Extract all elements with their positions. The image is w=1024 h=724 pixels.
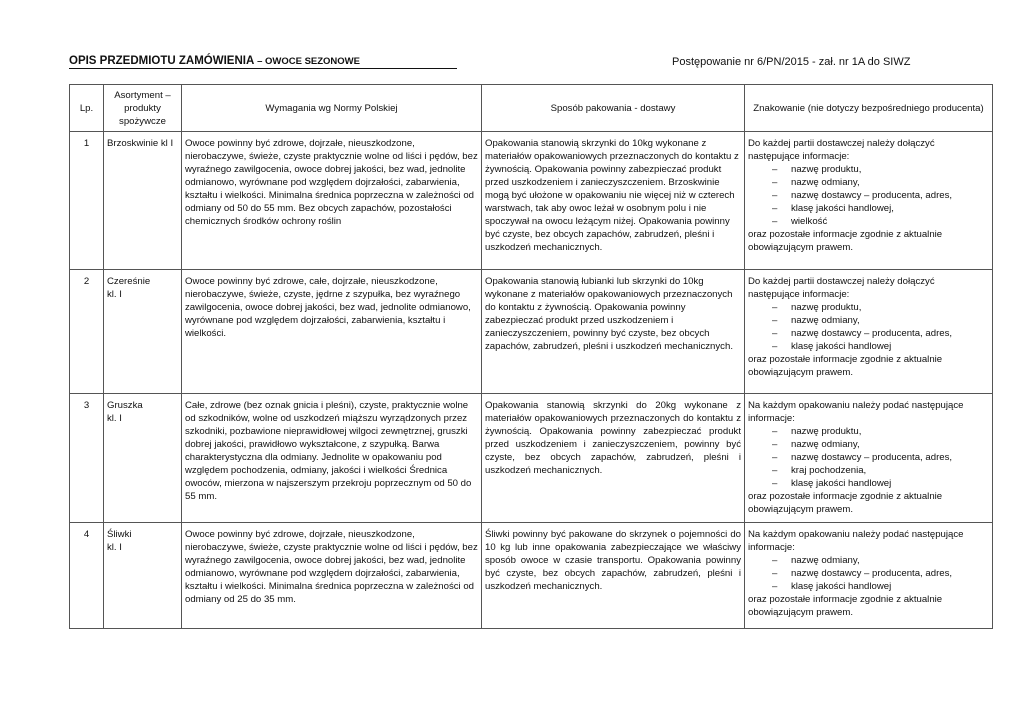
title-sub: – OWOCE SEZONOWE: [257, 56, 360, 67]
row-number: 4: [70, 523, 104, 629]
table-row: [70, 132, 993, 270]
product-class: kl. I: [107, 413, 122, 424]
labeling-list: [748, 163, 989, 228]
packaging-cell: Opakowania stanowią łubianki lub skrzynki do 10kg wykonane z materiałów opakowaniowych przeznaczonych do kontaktu z żywnością. Opakowania powinny zabezpieczać produkt przed uszkodzeniem i zanieczyszczeniem, powinny być czyste, bez obcych zapachów, zabrudzeń, pleśni i uszkodzeń mechanicznych.: [482, 270, 745, 394]
table-header-row: [70, 85, 993, 132]
labeling-item: – klasę jakości handlowej: [772, 580, 989, 593]
product-class: kl. I: [107, 542, 122, 553]
labeling-outro: oraz pozostałe informacje zgodnie z aktualnie obowiązującym prawem.: [748, 491, 943, 515]
labeling-item: – nazwę odmiany,: [772, 554, 989, 567]
labeling-item: – wielkość: [772, 215, 989, 228]
labeling-item: – nazwę produktu,: [772, 301, 989, 314]
row-number: 1: [70, 132, 104, 270]
header-lp: Lp.: [70, 85, 104, 132]
packaging-cell: Opakowania stanowią skrzynki do 10kg wykonane z materiałów opakowaniowych przeznaczonych do kontaktu z żywnością. Opakowania powinny zabezpieczać produkt przed uszkodzeniem i zanieczyszczeniem. Brzoskwinie mogą być ułożone w opakowaniu nie więcej niż w czterech warstwach, tak aby owoc leżał w osobnym polu i nie spoczywał na owocu leżącym niżej. Opakowania powinny być czyste, bez obcych zapachów, zabrudzeń, pleśni i uszkodzeń mechanicznych.: [482, 132, 745, 270]
product-cell: [104, 132, 182, 270]
product-cell: [104, 270, 182, 394]
labeling-item: – kraj pochodzenia,: [772, 464, 989, 477]
labeling-item: – nazwę odmiany,: [772, 176, 989, 189]
requirements-cell: Owoce powinny być zdrowe, całe, dojrzałe, nieuszkodzone, nierobaczywe, świeże, czyste, jędrne z szypułka, bez wyraźnego zawilgocenia, owoce dobrej jakości, bez wad, jednolite odmianowo, wyrównane pod względem dojrzałości, zabarwienia, kształtu i wielkości.: [182, 270, 482, 394]
specification-table: [69, 84, 993, 629]
labeling-item: – nazwę dostawcy – producenta, adres,: [772, 189, 989, 202]
requirements-cell: Całe, zdrowe (bez oznak gnicia i pleśni), czyste, praktycznie wolne od szkodników, wolne od uszkodzeń miąższu wyrządzonych przez szkodniki, pozbawione nieprawidłowej wilgoci zewnętrznej, gruszki dobrej jakości, prawidłowo wykształcone, z szypułką. Barwa charakterystyczna dla odmiany. Jednolite w opakowaniu pod względem pochodzenia, odmiany, jakości i wielkości Średnica owoców, mierzona w najszerszym przekroju poprzecznym od 50 do 55 mm.: [182, 394, 482, 523]
labeling-item: – klasę jakości handlowej: [772, 340, 989, 353]
header-packaging: Sposób pakowania - dostawy: [482, 85, 745, 132]
requirements-cell: Owoce powinny być zdrowe, dojrzałe, nieuszkodzone, nierobaczywe, świeże, czyste praktycznie wolne od liści i pędów, bez wyraźnego zawilgocenia, owoce dobrej jakości, bez wad, jednolite odmianowo, wyrównane pod względem dojrzałości, zabarwienia, kształtu i wielkości. Minimalna średnica poprzeczna w zależności od odmiany od 50 do 55 mm. Bez obcych zapachów, pozostałości chemicznych środków ochrony roślin: [182, 132, 482, 270]
labeling-item: – nazwę odmiany,: [772, 314, 989, 327]
row-number: 3: [70, 394, 104, 523]
procedure-reference: Postępowanie nr 6/PN/2015 - zał. nr 1A do SIWZ: [672, 56, 911, 68]
row-number: 2: [70, 270, 104, 394]
labeling-item: – nazwę produktu,: [772, 425, 989, 438]
product-name: Brzoskwinie kl I: [107, 138, 174, 149]
header-labeling: Znakowanie (nie dotyczy bezpośredniego producenta): [745, 85, 993, 132]
labeling-item: – klasę jakości handlowej: [772, 477, 989, 490]
packaging-cell: Opakowania stanowią skrzynki do 20kg wykonane z materiałów opakowaniowych przeznaczonych do kontaktu z żywnością. Opakowania powinny zabezpieczać produkt przed uszkodzeniem i zanieczyszczeniem, powinny być czyste, bez obcych zapachów, zabrudzeń, pleśni i uszkodzeń mechanicznych.: [482, 394, 745, 523]
labeling-item: – nazwę produktu,: [772, 163, 989, 176]
labeling-cell: [745, 132, 993, 270]
document-title: [69, 55, 457, 69]
table-row: [70, 523, 993, 629]
labeling-outro: oraz pozostałe informacje zgodnie z aktualnie obowiązującym prawem.: [748, 229, 943, 253]
product-cell: [104, 523, 182, 629]
product-class: kl. I: [107, 289, 122, 300]
labeling-item: – nazwę dostawcy – producenta, adres,: [772, 567, 989, 580]
table-row: [70, 394, 993, 523]
labeling-list: [748, 301, 989, 353]
labeling-intro: Na każdym opakowaniu należy podać następujące informacje:: [748, 529, 964, 553]
labeling-intro: Na każdym opakowaniu należy podać następujące informacje:: [748, 400, 964, 424]
product-cell: [104, 394, 182, 523]
labeling-cell: [745, 270, 993, 394]
product-name: Czereśnie: [107, 276, 151, 287]
header-product: Asortyment – produkty spożywcze: [104, 85, 182, 132]
labeling-item: – nazwę odmiany,: [772, 438, 989, 451]
labeling-cell: [745, 394, 993, 523]
labeling-item: – klasę jakości handlowej,: [772, 202, 989, 215]
requirements-cell: Owoce powinny być zdrowe, dojrzałe, nieuszkodzone, nierobaczywe, świeże, czyste praktycznie wolne od liści i pędów, bez wyraźnego zawilgocenia, owoce dobrej jakości, bez wad, jednolite odmianowo, wyrównane pod względem dojrzałości, zabarwienia, kształtu i wielkości. Minimalna średnica poprzeczna w zależności od odmiany od 25 do 35 mm.: [182, 523, 482, 629]
packaging-cell: Śliwki powinny być pakowane do skrzynek o pojemności do 10 kg lub inne opakowania zabezpieczające we właściwy sposób owoce w czasie transportu. Opakowania powinny być czyste, bez obcych zapachów, zabrudzeń, pleśni i uszkodzeń mechanicznych.: [482, 523, 745, 629]
product-name: Śliwki: [107, 529, 132, 540]
labeling-list: [748, 425, 989, 490]
labeling-cell: [745, 523, 993, 629]
labeling-outro: oraz pozostałe informacje zgodnie z aktualnie obowiązującym prawem.: [748, 594, 943, 618]
labeling-item: – nazwę dostawcy – producenta, adres,: [772, 451, 989, 464]
title-main: OPIS PRZEDMIOTU ZAMÓWIENIA: [69, 55, 254, 67]
product-name: Gruszka: [107, 400, 143, 411]
labeling-intro: Do każdej partii dostawczej należy dołączyć następujące informacje:: [748, 138, 935, 162]
header-requirements: Wymagania wg Normy Polskiej: [182, 85, 482, 132]
labeling-intro: Do każdej partii dostawczej należy dołączyć następujące informacje:: [748, 276, 935, 300]
labeling-list: [748, 554, 989, 593]
labeling-item: – nazwę dostawcy – producenta, adres,: [772, 327, 989, 340]
table-row: [70, 270, 993, 394]
labeling-outro: oraz pozostałe informacje zgodnie z aktualnie obowiązującym prawem.: [748, 354, 943, 378]
